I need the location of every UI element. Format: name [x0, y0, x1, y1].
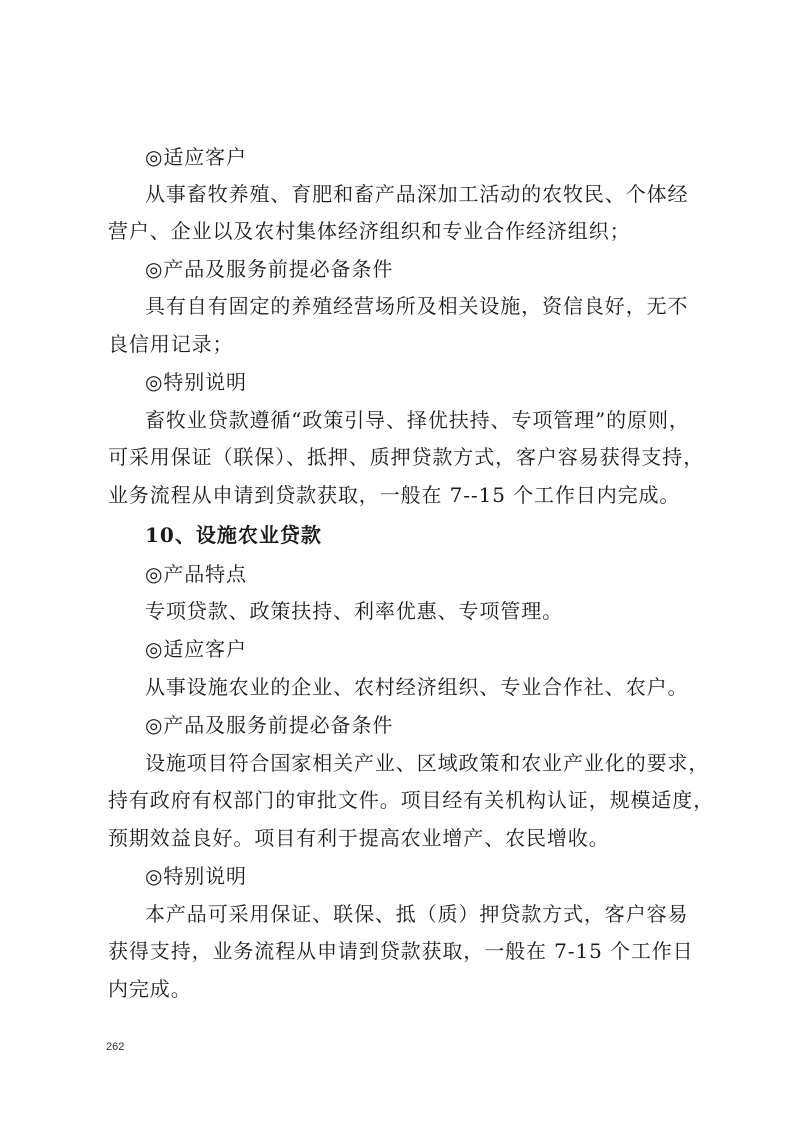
paragraph-line: 具有自有固定的养殖经营场所及相关设施，资信良好，无不 [145, 294, 689, 318]
heading-special-notes: ◎特别说明 [145, 864, 247, 888]
paragraph-line: 良信用记录； [108, 332, 234, 356]
heading-prerequisites: ◎产品及服务前提必备条件 [145, 713, 394, 737]
heading-suitable-customers: ◎适应客户 [145, 145, 247, 169]
paragraph-line: 内完成。 [108, 977, 192, 1001]
heading-product-features: ◎产品特点 [145, 562, 247, 586]
paragraph-line: 业务流程从申请到贷款获取，一般在 7--15 个工作日内完成。 [108, 483, 681, 507]
paragraph-line: 畜牧业贷款遵循“政策引导、择优扶持、专项管理”的原则， [145, 408, 690, 432]
paragraph-line: 从事设施农业的企业、农村经济组织、专业合作社、农户。 [145, 675, 689, 699]
paragraph-line: 获得支持，业务流程从申请到贷款获取，一般在 7-15 个工作日 [108, 939, 694, 963]
paragraph-line: 可采用保证（联保）、抵押、质押贷款方式，客户容易获得支持， [108, 445, 705, 469]
page-number: 262 [106, 1041, 125, 1053]
paragraph-line: 从事畜牧养殖、育肥和畜产品深加工活动的农牧民、个体经 [145, 182, 689, 206]
heading-prerequisites: ◎产品及服务前提必备条件 [145, 257, 394, 281]
paragraph-line: 预期效益良好。项目有利于提高农业增产、农民增收。 [108, 826, 610, 850]
section-title: 10、设施农业贷款 [145, 523, 322, 547]
paragraph-line: 持有政府有权部门的审批文件。项目经有关机构认证，规模适度， [108, 788, 715, 812]
paragraph-line: 专项贷款、政策扶持、利率优惠、专项管理。 [145, 599, 563, 623]
paragraph-line: 本产品可采用保证、联保、抵（质）押贷款方式，客户容易 [145, 902, 689, 926]
heading-special-notes: ◎特别说明 [145, 370, 247, 394]
paragraph-line: 设施项目符合国家相关产业、区域政策和农业产业化的要求， [145, 751, 710, 775]
heading-suitable-customers: ◎适应客户 [145, 637, 247, 661]
paragraph-line: 营户、企业以及农村集体经济组织和专业合作经济组织； [108, 219, 631, 243]
